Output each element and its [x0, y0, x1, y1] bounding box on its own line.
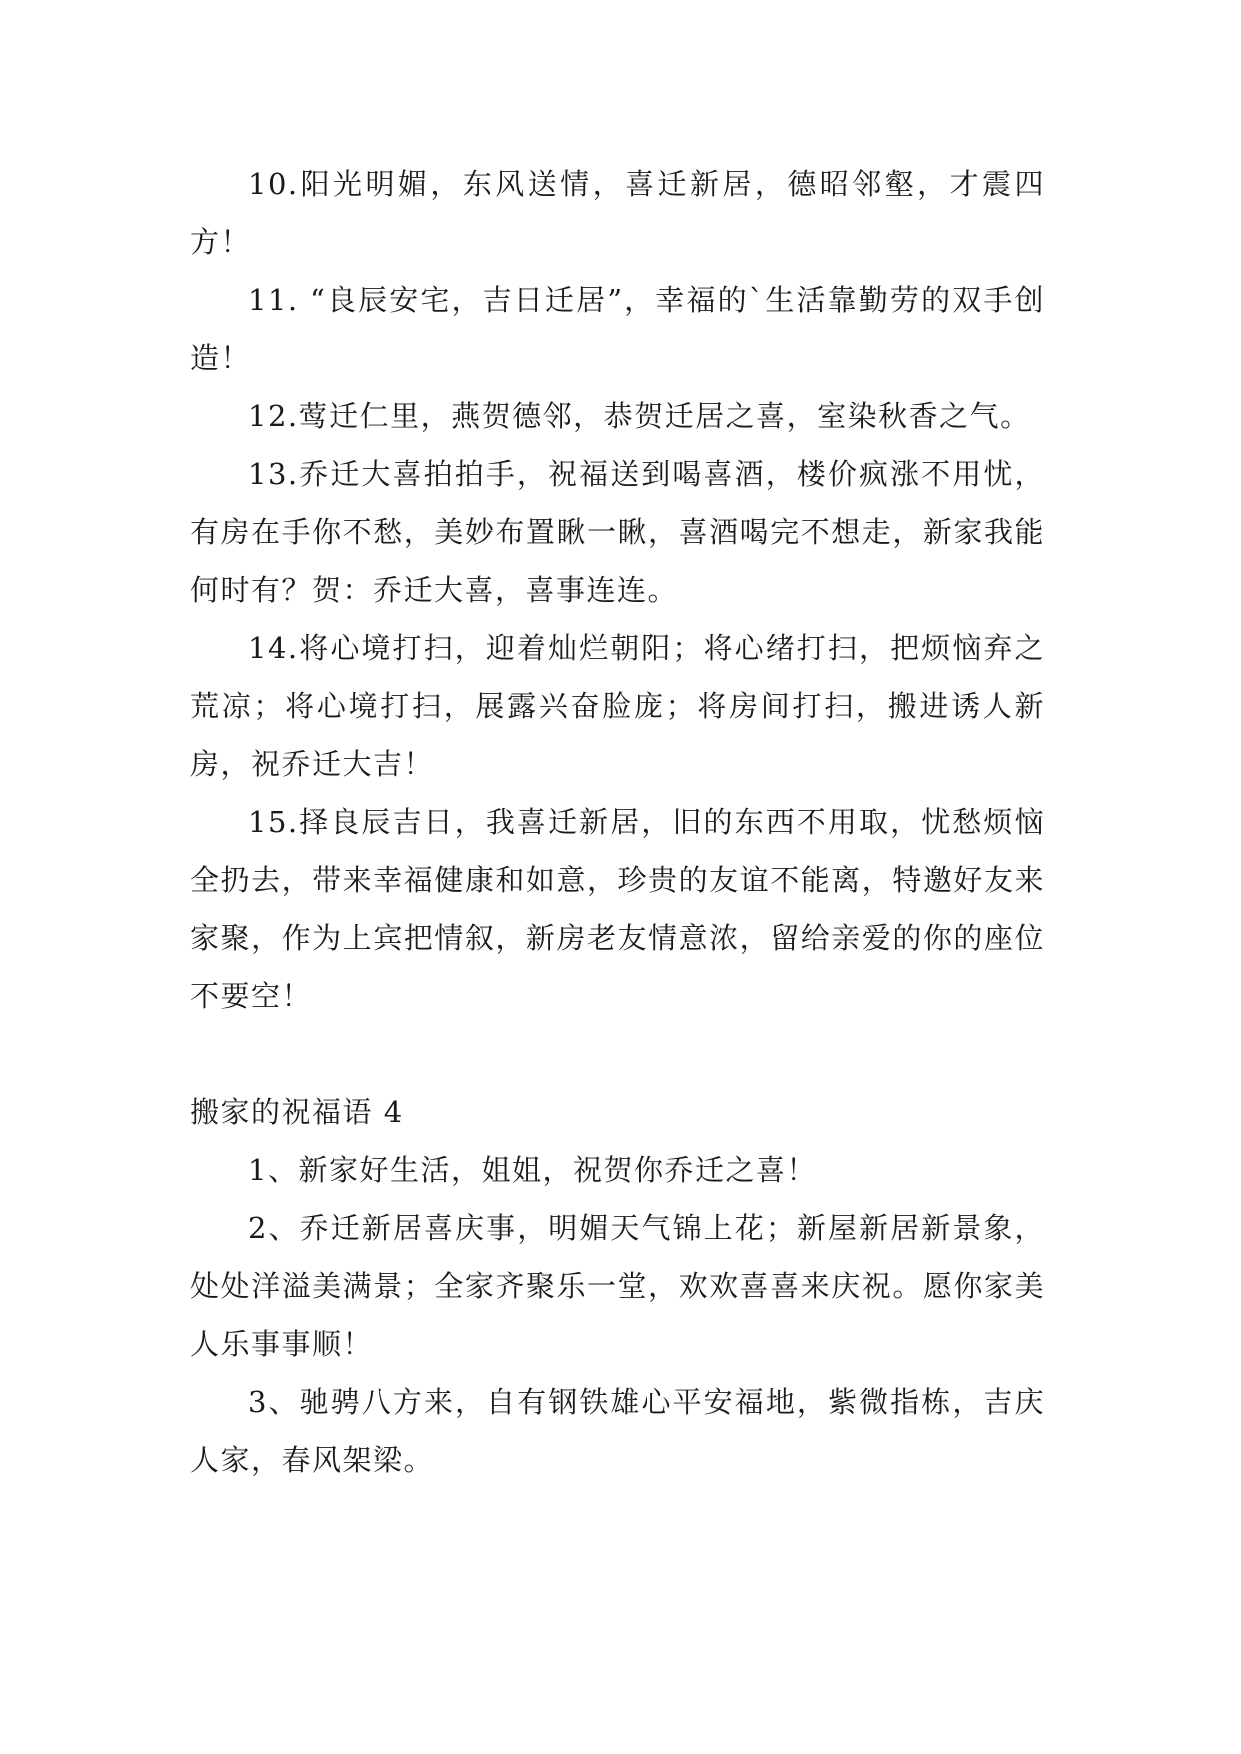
paragraph-item-10: 10.阳光明媚，东风送情，喜迁新居，德昭邻壑，才震四方！	[190, 167, 1045, 259]
paragraph-item-3: 3、驰骋八方来，自有钢铁雄心平安福地，紫微指栋，吉庆人家，春风架梁。	[190, 1385, 1045, 1477]
document-body	[190, 155, 1045, 1489]
paragraph-item-14: 14.将心境打扫，迎着灿烂朝阳；将心绪打扫，把烦恼弃之荒凉；将心境打扫，展露兴奋脸庞；将房间打扫，搬进诱人新房，祝乔迁大吉！	[190, 631, 1045, 781]
paragraph-item-1: 1、新家好生活，姐姐，祝贺你乔迁之喜！	[248, 1153, 817, 1187]
paragraph-item-15: 15.择良辰吉日，我喜迁新居，旧的东西不用取，忧愁烦恼全扔去，带来幸福健康和如意，珍贵的友谊不能离，特邀好友来家聚，作为上宾把情叙，新房老友情意浓，留给亲爱的你的座位不要空！	[190, 805, 1045, 1013]
section-title: 搬家的祝福语 4	[190, 1095, 404, 1129]
paragraph-item-11: 11. “良辰安宅，吉日迁居”，幸福的`生活靠勤劳的双手创造！	[190, 283, 1045, 375]
paragraph-item-13: 13.乔迁大喜拍拍手，祝福送到喝喜酒，楼价疯涨不用忧，有房在手你不愁，美妙布置瞅一瞅，喜酒喝完不想走，新家我能何时有？贺：乔迁大喜，喜事连连。	[190, 457, 1045, 607]
paragraph-item-12: 12.莺迁仁里，燕贺德邻，恭贺迁居之喜，室染秋香之气。	[248, 399, 1031, 433]
paragraph-item-2: 2、乔迁新居喜庆事，明媚天气锦上花；新屋新居新景象，处处洋溢美满景；全家齐聚乐一堂，欢欢喜喜来庆祝。愿你家美人乐事事顺！	[190, 1211, 1045, 1361]
